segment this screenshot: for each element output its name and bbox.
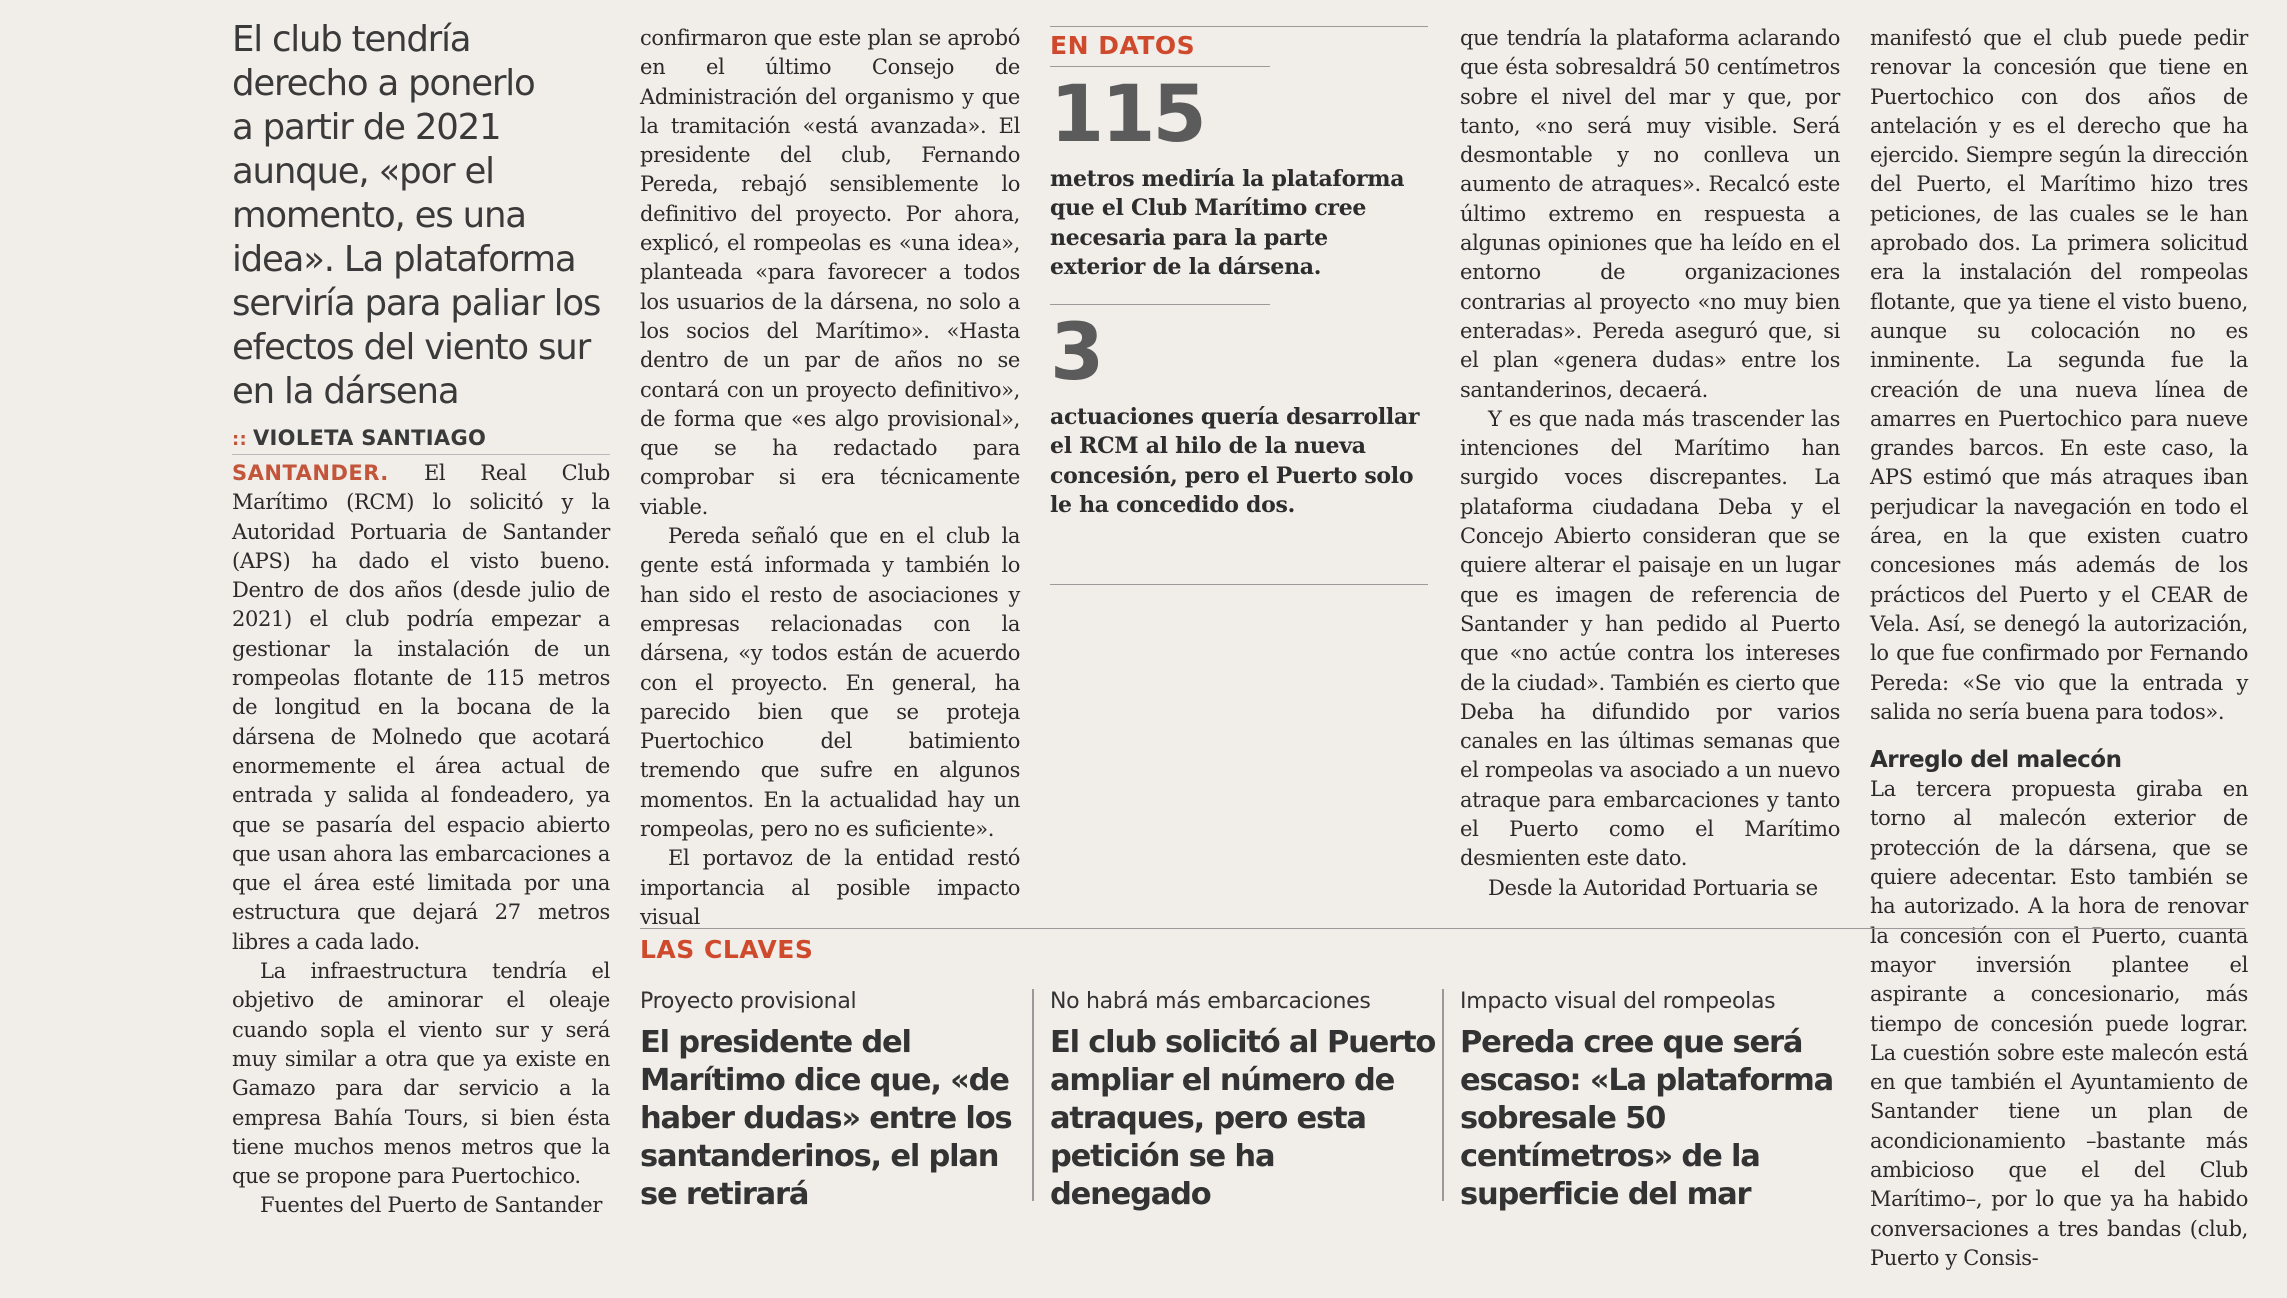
- body-paragraph: La tercera propuesta giraba en torno al malecón exterior de protección de la dársena, que se quiere adecentar. Esto también se ha autorizado. A la hora de renovar la concesión con el Puerto, cuanta mayor inversión plantee el aspirante a concesionario, más tiempo de concesión puede lograr. La cuestión sobre este malecón está en que también el Ayuntamiento de Santander tiene un plan de acondicionamiento –bastante más ambicioso que el del Club Marítimo–, por lo que ya ha habido conversaciones a tres bandas (club, Puerto y Consis-: [1870, 777, 2248, 1270]
- body-paragraph: Desde la Autoridad Portuaria se: [1488, 875, 1818, 900]
- body-paragraph: que tendría la plataforma aclarando que ésta sobresaldrá 50 centímetros sobre el nivel del mar y que, por tanto, «no será muy visible. Será desmontable y no conlleva un aumento de atraques». Recalcó este último extremo en respuesta a algunas opiniones que ha leído en el entorno de organizaciones contrarias al proyecto «no muy bien enteradas». Pereda aseguró que, si el plan «genera dudas» entre los santanderinos, decaerá.: [1460, 26, 1840, 402]
- en-datos-label: EN DATOS: [1050, 31, 1196, 60]
- clave-subtitle: No habrá más embarcaciones: [1050, 989, 1371, 1014]
- clave-divider: [1032, 989, 1034, 1201]
- lead-line: aunque, «por el: [232, 151, 494, 192]
- stat-description: actuaciones quería desarrollar el RCM al hilo de la nueva concesión, pero el Puerto solo le ha concedido dos.: [1050, 404, 1420, 519]
- author-name: VIOLETA SANTIAGO: [253, 426, 487, 450]
- section-subhead: Arreglo del malecón: [1870, 747, 2122, 774]
- body-paragraph: La infraestructura tendría el objetivo de aminorar el oleaje cuando sopla el viento sur y será muy similar a otra que ya existe en Gamazo para dar servicio a la empresa Bahía Tours, si bien ésta tiene muchos menos metros que la que se propone para Puertochico.: [232, 959, 610, 1189]
- lead-line: momento, es una: [232, 195, 526, 236]
- body-paragraph: confirmaron que este plan se aprobó en el último Consejo de Administración del organismo y que la tramitación «está avanzada». El presidente del club, Fernando Pereda, rebajó sensiblemente lo definitivo del proyecto. Por ahora, explicó, el rompeolas es «una idea», planteada «para favorecer a todos los usuarios de la dársena, no solo a los socios del Marítimo». «Hasta dentro de un par de años no se contará con un proyecto definitivo», de forma que «es algo provisional», que se ha redactado para comprobar si era técnicamente viable.: [640, 26, 1020, 519]
- clave-subtitle: Impacto visual del rompeolas: [1460, 989, 1776, 1014]
- stat-value: 115: [1050, 70, 1204, 160]
- bleed-through-ghost: [1060, 780, 1068, 810]
- clave-headline: El presidente del Marítimo dice que, «de haber dudas» entre los santanderinos, el plan se retirará: [640, 1025, 1012, 1212]
- box-top-rule: [1050, 26, 1428, 27]
- lead-line: serviría para paliar los: [232, 283, 601, 324]
- clave-headline: El club solicitó al Puerto ampliar el número de atraques, pero esta petición se ha denegado: [1050, 1025, 1436, 1212]
- byline-marker-icon: ::: [232, 429, 247, 450]
- column-1: [232, 18, 610, 1221]
- lead-line: en la dársena: [232, 371, 459, 412]
- body-paragraph: manifestó que el club puede pedir renovar la concesión que tiene en Puertochico con dos años de antelación y es el derecho que ha ejercido. Siempre según la dirección del Puerto, el Marítimo hizo tres peticiones, de las cuales se le han aprobado dos. La primera solicitud era la instalación del rompeolas flotante, que ya tiene el visto bueno, aunque su colocación no es inminente. La segunda fue la creación de una nueva línea de amarres en Puertochico para nueve grandes barcos. En este caso, la APS estimó que más atraques iban perjudicar la navegación en todo el área, en la que existen cuatro concesiones más además de los prácticos del Puerto y el CEAR de Vela. Así, se denegó la autorización, lo que fue confirmado por Fernando Pereda: «Se vio que la entrada y salida no sería buena para todos».: [1870, 26, 2248, 724]
- stat-value: 3: [1050, 308, 1102, 399]
- stat-divider: [1050, 304, 1270, 305]
- label-underline: [1050, 66, 1270, 67]
- column-4: [1460, 24, 1840, 903]
- body-paragraph: El portavoz de la entidad restó importancia al posible impacto visual: [640, 846, 1020, 929]
- column-2: [640, 24, 1020, 932]
- lead-line: idea». La plataforma: [232, 239, 576, 280]
- body-paragraph: Fuentes del Puerto de Santander: [260, 1193, 603, 1218]
- lead-line: a partir de 2021: [232, 107, 501, 148]
- lead-line: El club tendría: [232, 19, 471, 60]
- box-bottom-rule: [1050, 584, 1428, 585]
- lead-summary: [232, 18, 610, 414]
- column-5: [1870, 24, 2248, 1273]
- clave-subtitle: Proyecto provisional: [640, 989, 857, 1014]
- clave-divider: [1442, 989, 1444, 1201]
- las-claves-label: LAS CLAVES: [640, 935, 814, 964]
- dateline: SANTANDER.: [232, 461, 389, 485]
- en-datos-box: [1050, 26, 1428, 585]
- body-paragraph: Y es que nada más trascender las intenciones del Marítimo han surgido voces discrepantes. La plataforma ciudadana Deba y el Concejo Abierto consideran que se quiere alterar el paisaje en un lugar que es imagen de referencia de Santander y han pedido al Puerto que «no actúe contra los intereses de la ciudad». También es cierto que Deba ha difundido por varios canales en las últimas semanas que el rompeolas va asociado a un nuevo atraque para embarcaciones y tanto el Puerto como el Marítimo desmienten este dato.: [1460, 406, 1840, 871]
- lead-line: derecho a ponerlo: [232, 63, 535, 104]
- paragraph-text: El Real Club Marítimo (RCM) lo solicitó y la Autoridad Portuaria de Santander (APS) ha dado el visto bueno. Dentro de dos años (desde julio de 2021) el club podría empezar a gestionar la instalación de un rompeolas flotante de 115 metros de longitud en la bocana de la dársena de Molnedo que acotará enormemente el área actual de entrada y salida al fondeadero, ya que se pasaría del espacio abierto que usan ahora las embarcaciones a que el área esté limitada por una estructura que dejará 27 metros libres a cada lado.: [232, 461, 610, 954]
- stat-description: metros mediría la plataforma que el Club Marítimo cree necesaria para la parte exterior de la dársena.: [1050, 166, 1405, 280]
- byline: [232, 426, 610, 455]
- body-paragraph: [232, 459, 610, 957]
- body-paragraph: Pereda señaló que en el club la gente está informada y también lo han sido el resto de asociaciones y empresas relacionadas con la dársena, «y todos están de acuerdo con el proyecto. En general, ha parecido bien que se proteja Puertochico del batimiento tremendo que sufre en algunos momentos. En la actualidad hay un rompeolas, pero no es suficiente».: [640, 524, 1020, 842]
- lead-line: efectos del viento sur: [232, 327, 590, 368]
- clave-headline: Pereda cree que será escaso: «La plataforma sobresale 50 centímetros» de la superficie del mar: [1460, 1025, 1834, 1212]
- clave-item: [1050, 989, 1442, 1249]
- clave-item: [640, 989, 1032, 1249]
- clave-item: [1460, 989, 1852, 1249]
